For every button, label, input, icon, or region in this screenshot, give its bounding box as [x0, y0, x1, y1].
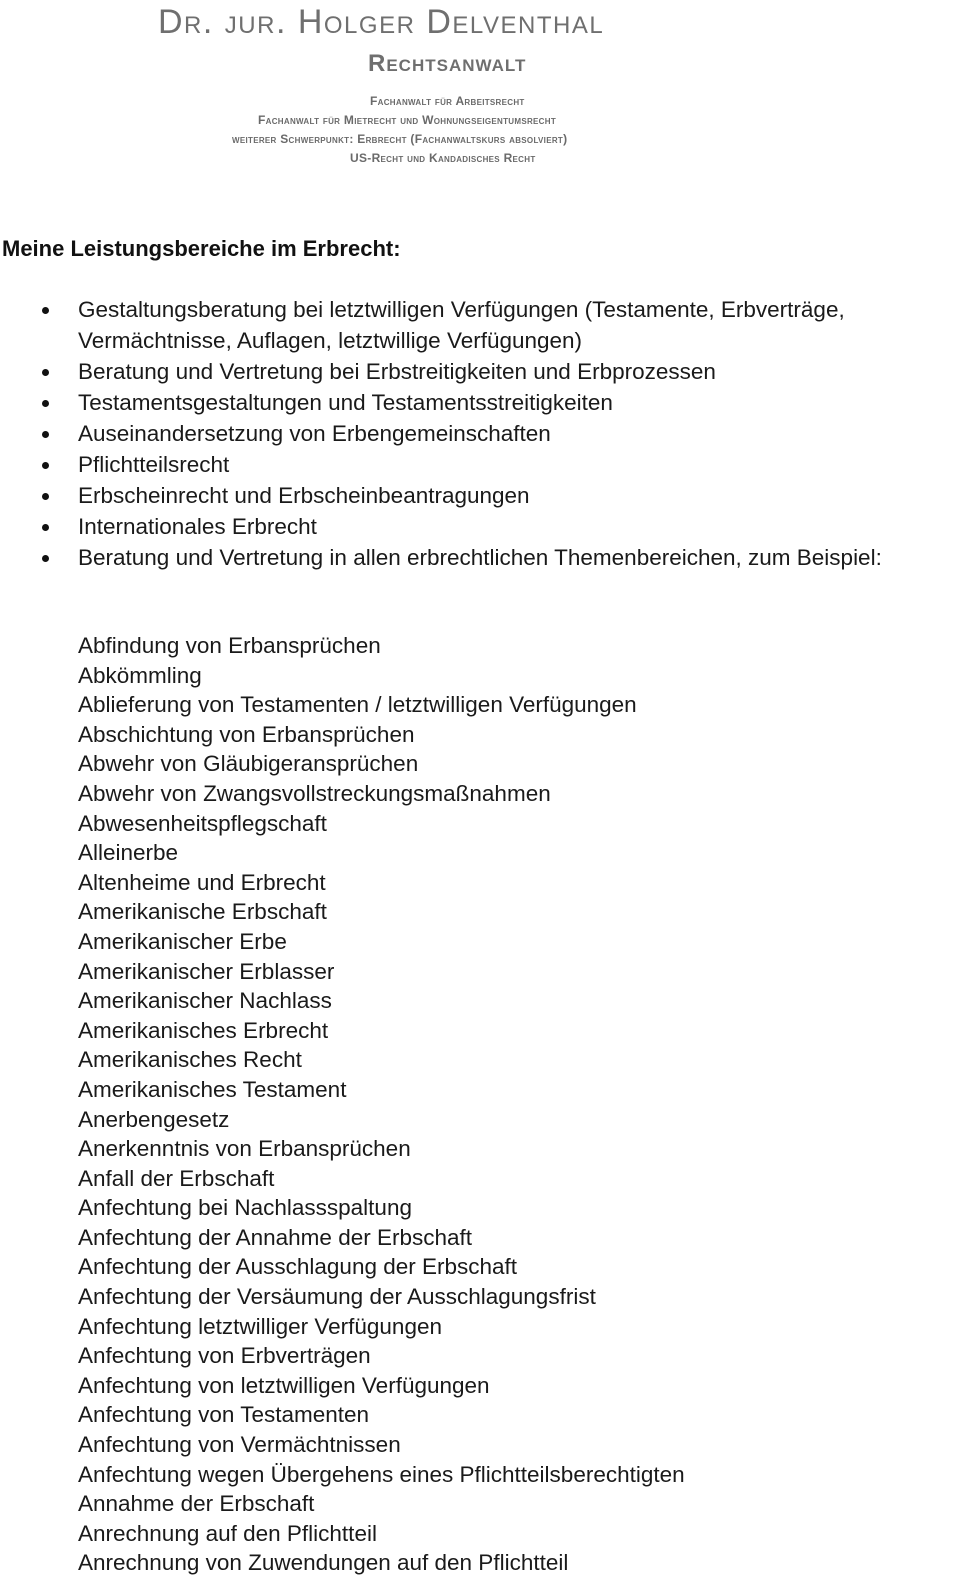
topic-item: Anrechnung auf den Pflichtteil [78, 1520, 377, 1546]
topic-item: Amerikanisches Testament [78, 1076, 347, 1102]
topic-item: Anfechtung letztwilliger Verfügungen [78, 1313, 442, 1339]
topic-item: Altenheime und Erbrecht [78, 869, 326, 895]
bullet-icon [42, 431, 49, 438]
topic-item: Amerikanischer Erbe [78, 928, 287, 954]
topic-item: Anerbengesetz [78, 1106, 230, 1132]
letterhead-line: weiterer Schwerpunkt: Erbrecht (Fachanwaltskurs absolviert) [232, 132, 568, 146]
bullet-icon [42, 462, 49, 469]
topic-item: Amerikanisches Erbrecht [78, 1017, 329, 1043]
topic-item: Alleinerbe [78, 840, 179, 866]
topic-item: Anfechtung der Annahme der Erbschaft [78, 1224, 473, 1250]
topic-item: Abwesenheitspflegschaft [78, 810, 327, 836]
topic-item: Abkömmling [78, 662, 202, 688]
services-list-item: Pflichtteilsrecht [0, 449, 948, 480]
bullet-icon [42, 369, 49, 376]
services-list-item: Beratung und Vertretung bei Erbstreitigkeiten und Erbprozessen [0, 356, 948, 387]
letterhead-title: Rechtsanwalt [368, 50, 527, 77]
services-list-item: Internationales Erbrecht [0, 511, 948, 542]
topic-item: Abwehr von Zwangsvollstreckungsmaßnahmen [78, 780, 551, 806]
topic-item: Amerikanisches Recht [78, 1047, 302, 1073]
topic-item: Amerikanischer Erblasser [78, 958, 335, 984]
topic-item: Abfindung von Erbansprüchen [78, 633, 381, 658]
bullet-icon [42, 555, 49, 562]
letterhead [0, 0, 960, 180]
bullet-icon [42, 400, 49, 407]
topic-item: Anfechtung von Vermächtnissen [78, 1432, 401, 1458]
topic-item: Ablieferung von Testamenten / letztwilligen Verfügungen [78, 692, 637, 718]
topic-item: Abwehr von Gläubigeransprüchen [78, 751, 419, 777]
topic-item: Anfechtung wegen Übergehens eines Pflichtteilsberechtigten [78, 1461, 685, 1487]
services-list-item: Gestaltungsberatung bei letztwilligen Verfügungen (Testamente, Erbverträge, Vermächtnisse, Auflagen, letztwillige Verfügungen) [0, 294, 948, 356]
topic-item: Abschichtung von Erbansprüchen [78, 721, 415, 747]
topic-item: Annahme der Erbschaft [78, 1491, 315, 1517]
topic-item: Anrechnung von Zuwendungen auf den Pflichtteil [78, 1550, 569, 1576]
services-list-item: Auseinandersetzung von Erbengemeinschaften [0, 418, 948, 449]
topic-item: Anfechtung von Testamenten [78, 1402, 370, 1428]
topic-item: Anfechtung von letztwilligen Verfügungen [78, 1372, 490, 1398]
bullet-icon [42, 307, 49, 314]
bullet-icon [42, 493, 49, 500]
letterhead-line: Fachanwalt für Mietrecht und Wohnungseigentumsrecht [258, 113, 557, 127]
topic-item: Anfechtung der Ausschlagung der Erbschaft [78, 1254, 518, 1280]
topic-item: Anfechtung der Versäumung der Ausschlagungsfrist [78, 1284, 596, 1310]
services-list-item: Beratung und Vertretung in allen erbrechtlichen Themenbereichen, zum Beispiel: [0, 542, 948, 573]
section-heading: Meine Leistungsbereiche im Erbrecht: [2, 236, 401, 261]
topic-item: Anfechtung von Erbverträgen [78, 1343, 371, 1369]
topics-list [78, 631, 685, 1578]
services-list-item: Erbscheinrecht und Erbscheinbeantragungen [0, 480, 948, 511]
letterhead-line: Fachanwalt für Arbeitsrecht [370, 94, 525, 108]
topic-item: Anfall der Erbschaft [78, 1165, 275, 1191]
letterhead-line: US-Recht und Kandadisches Recht [350, 151, 536, 165]
topic-item: Anfechtung bei Nachlassspaltung [78, 1195, 412, 1221]
bullet-icon [42, 524, 49, 531]
topic-item: Amerikanische Erbschaft [78, 899, 327, 925]
letterhead-name: Dr. jur. Holger Delventhal [158, 3, 605, 41]
topic-item: Amerikanischer Nachlass [78, 988, 332, 1014]
topic-item: Anerkenntnis von Erbansprüchen [78, 1136, 411, 1162]
services-list-item: Testamentsgestaltungen und Testamentsstreitigkeiten [0, 387, 948, 418]
services-list [0, 294, 960, 573]
